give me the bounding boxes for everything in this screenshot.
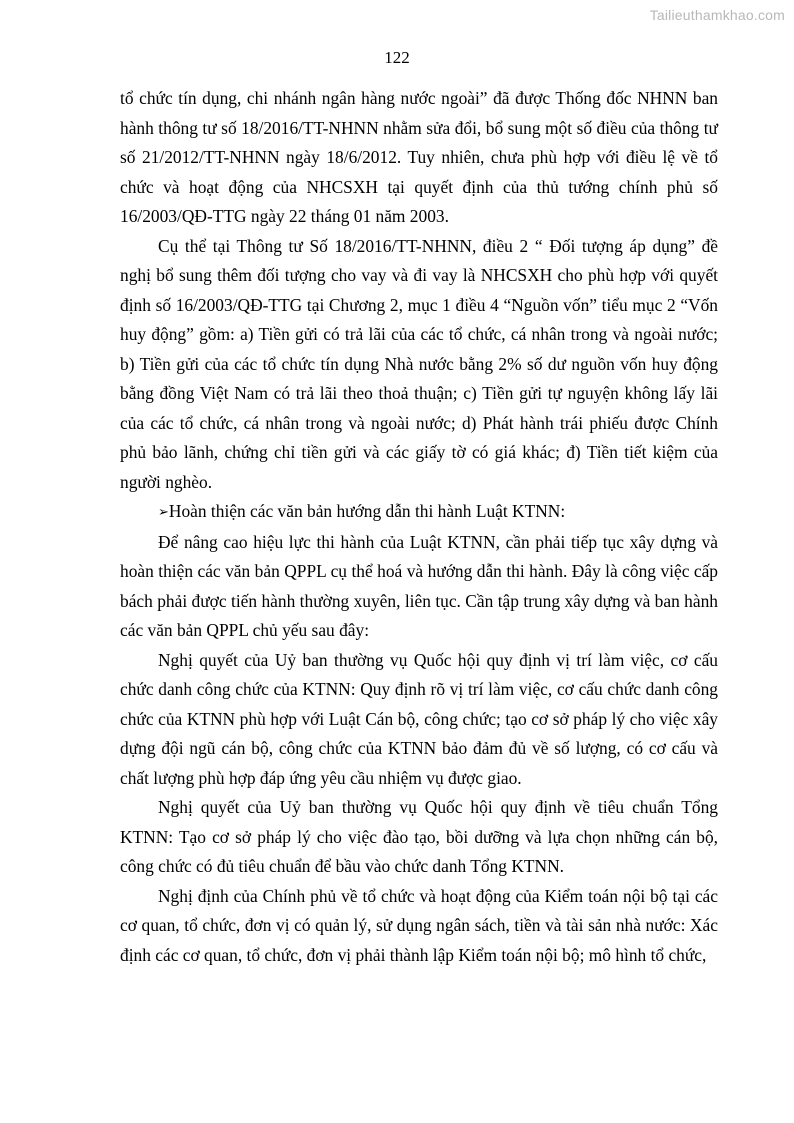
bullet-heading: [120, 497, 718, 528]
arrow-bullet-icon: ➢: [158, 504, 169, 519]
document-body: [120, 84, 718, 970]
paragraph-1: tổ chức tín dụng, chi nhánh ngân hàng nước ngoài” đã được Thống đốc NHNN ban hành thông tư số 18/2016/TT-NHNN nhằm sửa đổi, bổ sung một số điều của thông tư số 21/2012/TT-NHNN ngày 18/6/2012. Tuy nhiên, chưa phù hợp với điều lệ về tổ chức và hoạt động của NHCSXH tại quyết định của thủ tướng chính phủ số 16/2003/QĐ-TTG ngày 22 tháng 01 năm 2003.: [120, 88, 718, 226]
page-number: 122: [384, 48, 410, 67]
bullet-heading-text: Hoàn thiện các văn bản hướng dẫn thi hành Luật KTNN:: [168, 501, 566, 521]
paragraph-6: Nghị quyết của Uỷ ban thường vụ Quốc hội quy định về tiêu chuẩn Tổng KTNN: Tạo cơ sở pháp lý cho việc đào tạo, bồi dưỡng và lựa chọn những cán bộ, công chức có đủ tiêu chuẩn để bầu vào chức danh Tổng KTNN.: [120, 797, 718, 876]
watermark: Tailieuthamkhao.com: [649, 7, 785, 23]
paragraph-5: Nghị quyết của Uỷ ban thường vụ Quốc hội quy định vị trí làm việc, cơ cấu chức danh công chức của KTNN: Quy định rõ vị trí làm việc, cơ cấu chức danh công chức của KTNN phù hợp với Luật Cán bộ, công chức; tạo cơ sở pháp lý cho việc xây dựng đội ngũ cán bộ, công chức của KTNN bảo đảm đủ về số lượng, có cơ cấu và chất lượng phù hợp đáp ứng yêu cầu nhiệm vụ được giao.: [120, 649, 718, 788]
paragraph-7: Nghị định của Chính phủ về tổ chức và hoạt động của Kiểm toán nội bộ tại các cơ quan, tổ chức, đơn vị có quản lý, sử dụng ngân sách, tiền và tài sản nhà nước: Xác định các cơ quan, tổ chức, đơn vị phải thành lập Kiểm toán nội bộ; mô hình tổ chức,: [120, 885, 718, 965]
paragraph-4: Để nâng cao hiệu lực thi hành của Luật KTNN, cần phải tiếp tục xây dựng và hoàn thiện các văn bản QPPL cụ thể hoá và hướng dẫn thi hành. Đây là công việc cấp bách phải được tiến hành thường xuyên, liên tục. Cần tập trung xây dựng và ban hành các văn bản QPPL chủ yếu sau đây:: [120, 531, 718, 640]
paragraph-2: Cụ thể tại Thông tư Số 18/2016/TT-NHNN, điều 2 “ Đối tượng áp dụng” đề nghị bổ sung thêm đối tượng cho vay và đi vay là NHCSXH cho phù hợp với quyết định số 16/2003/QĐ-TTG tại Chương 2, mục 1 điều 4 “Nguồn vốn” tiểu mục 2 “Vốn huy động” gồm: a) Tiền gửi có trả lãi của các tổ chức, cá nhân trong và ngoài nước; b) Tiền gửi của các tổ chức tín dụng Nhà nước bằng 2% số dư nguồn vốn huy động bằng đồng Việt Nam có trả lãi theo thoả thuận; c) Tiền gửi tự nguyện không lấy lãi của các tổ chức, cá nhân trong và ngoài nước; d) Phát hành trái phiếu được Chính phủ bảo lãnh, chứng chỉ tiền gửi và các giấy tờ có giá khác; đ) Tiền tiết kiệm của người nghèo.: [120, 235, 718, 492]
